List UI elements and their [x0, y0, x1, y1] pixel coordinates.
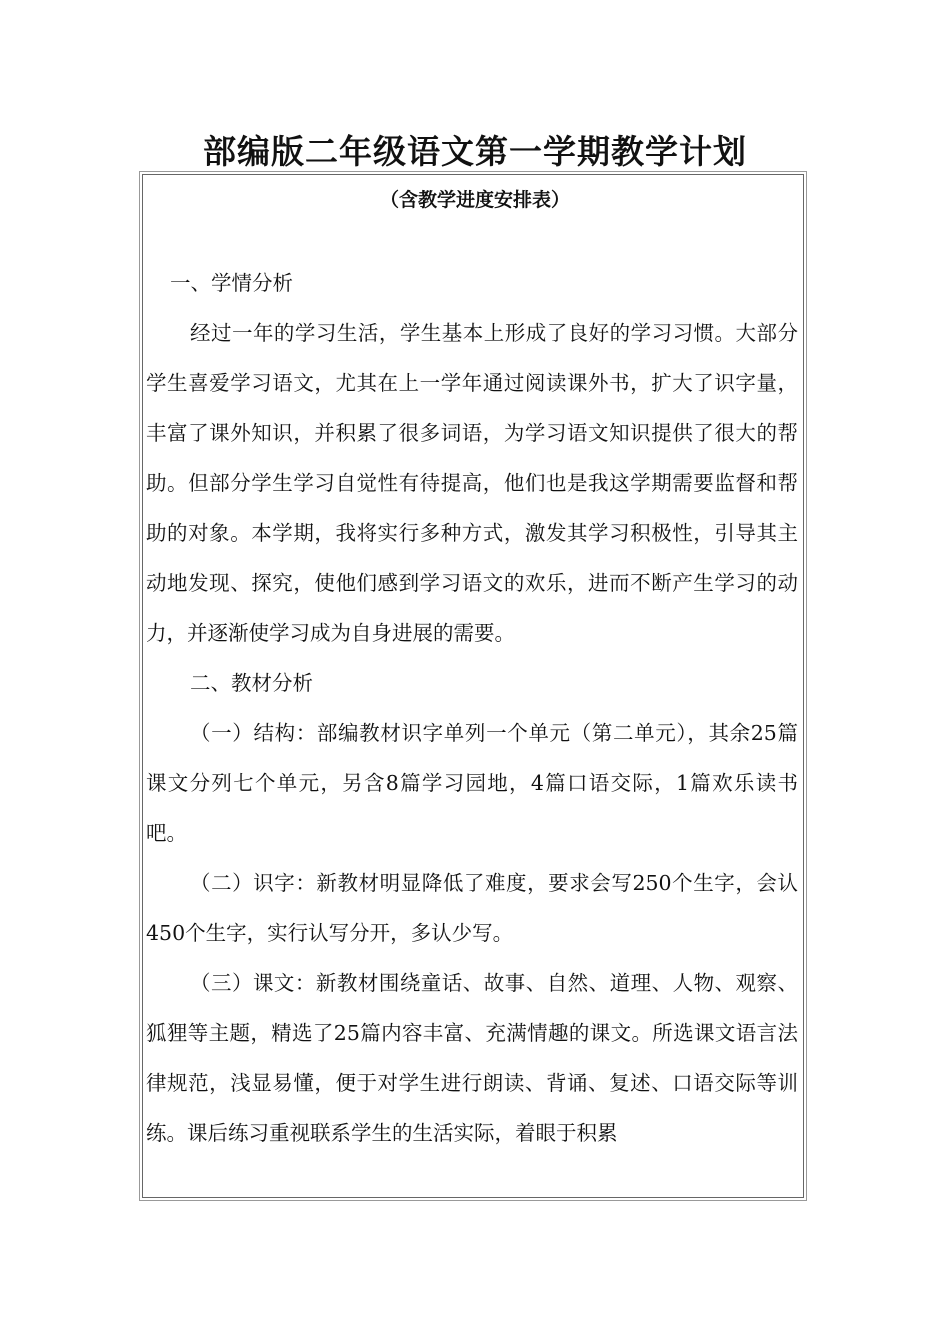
document-subtitle: （含教学进度安排表） [379, 189, 570, 211]
document-body [146, 258, 798, 1158]
paragraph-texts: （三）课文：新教材围绕童话、故事、自然、道理、人物、观察、狐狸等主题，精选了25篇内容丰富、充满情趣的课文。所选课文语言法律规范，浅显易懂，便于对学生进行朗读、背诵、复述、口语交际等训练。课后练习重视联系学生的生活实际，着眼于积累 [146, 971, 798, 1145]
paragraph-literacy: （二）识字：新教材明显降低了难度，要求会写250个生字，会认450个生字，实行认写分开，多认少写。 [146, 871, 798, 945]
heading-learning-analysis: 一、学情分析 [170, 271, 293, 295]
heading-textbook-analysis: 二、教材分析 [190, 671, 313, 695]
paragraph-learning-analysis: 经过一年的学习生活，学生基本上形成了良好的学习习惯。大部分学生喜爱学习语文，尤其在上一学年通过阅读课外书，扩大了识字量，丰富了课外知识，并积累了很多词语，为学习语文知识提供了很大的帮助。但部分学生学习自觉性有待提高，他们也是我这学期需要监督和帮助的对象。本学期，我将实行多种方式，激发其学习积极性，引导其主动地发现、探究，使他们感到学习语文的欢乐，进而不断产生学习的动力，并逐渐使学习成为自身进展的需要。 [146, 321, 798, 645]
document-title: 部编版二年级语文第一学期教学计划 [203, 132, 747, 171]
paragraph-structure: （一）结构：部编教材识字单列一个单元（第二单元），其余25篇课文分列七个单元，另含8篇学习园地，4篇口语交际，1篇欢乐读书吧。 [146, 721, 798, 845]
